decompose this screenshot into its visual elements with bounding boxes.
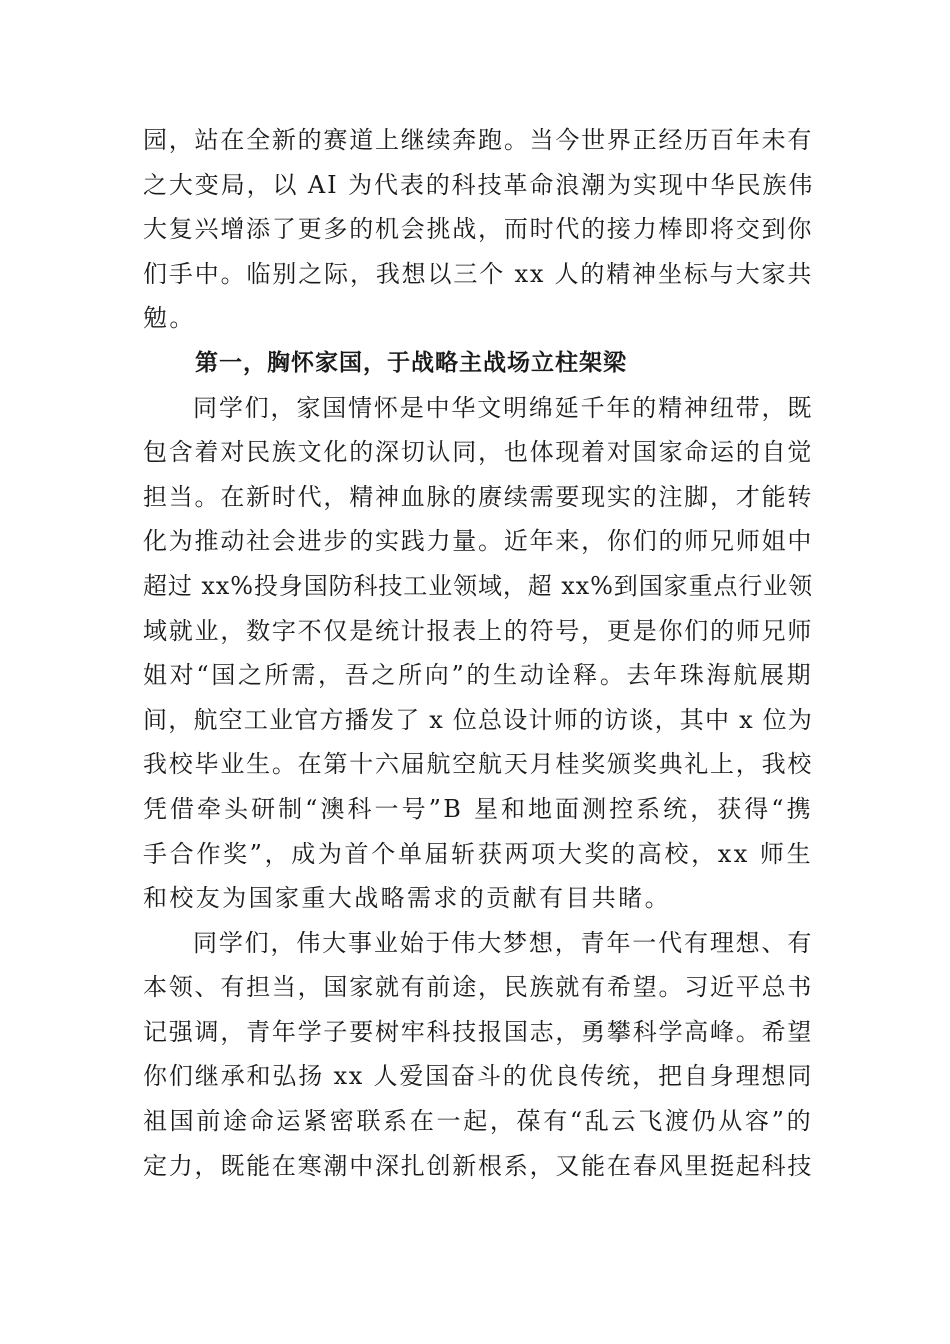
- text-line: 们手中。临别之际，我想以三个 xx 人的精神坐标与大家共: [143, 259, 813, 288]
- text-line: 我校毕业生。在第十六届航空航天月桂奖颁奖典礼上，我校: [143, 750, 813, 779]
- text-line: 超过 xx%投身国防科技工业领域，超 xx%到国家重点行业领: [143, 571, 814, 600]
- text-line: 祖国前途命运紧密联系在一起，葆有“乱云飞渡仍从容”的: [143, 1107, 813, 1136]
- text-line: 化为推动社会进步的实践力量。近年来，你们的师兄师姐中: [143, 527, 813, 556]
- text-line: 同学们，家国情怀是中华文明绵延千年的精神纽带，既: [193, 393, 813, 422]
- text-line: 勉。: [143, 304, 196, 333]
- heading-text: 第一，胸怀家国，于战略主战场立柱架梁: [195, 349, 627, 376]
- text-line: 间，航空工业官方播发了 x 位总设计师的访谈，其中 x 位为: [143, 705, 813, 734]
- paragraph: [143, 118, 813, 341]
- paragraph: [143, 386, 813, 921]
- text-line: 手合作奖”，成为首个单届斩获两项大奖的高校，xx 师生: [143, 839, 813, 868]
- text-line: 园，站在全新的赛道上继续奔跑。当今世界正经历百年未有: [143, 126, 813, 154]
- document-body: [143, 118, 813, 1188]
- text-line: 和校友为国家重大战略需求的贡献有目共睹。: [143, 884, 671, 913]
- text-line: 担当。在新时代，精神血脉的赓续需要现实的注脚，才能转: [143, 482, 813, 511]
- paragraph: [143, 921, 813, 1189]
- text-line: 包含着对民族文化的深切认同，也体现着对国家命运的自觉: [143, 438, 813, 467]
- text-line: 大复兴增添了更多的机会挑战，而时代的接力棒即将交到你: [143, 215, 813, 244]
- text-line: 记强调，青年学子要树牢科技报国志，勇攀科学高峰。希望: [143, 1017, 813, 1046]
- text-line: 本领、有担当，国家就有前途，民族就有希望。习近平总书: [143, 973, 813, 1002]
- text-line: 域就业，数字不仅是统计报表上的符号，更是你们的师兄师: [143, 616, 813, 645]
- text-line: 你们继承和弘扬 xx 人爱国奋斗的优良传统，把自身理想同: [143, 1062, 813, 1091]
- text-line: 凭借牵头研制“澳科一号”B 星和地面测控系统，获得“携: [143, 794, 813, 823]
- text-line: 定力，既能在寒潮中深扎创新根系，又能在春风里挺起科技: [143, 1151, 813, 1180]
- section-heading: [143, 341, 813, 386]
- text-line: 姐对“国之所需，吾之所向”的生动诠释。去年珠海航展期: [143, 661, 813, 690]
- text-line: 之大变局，以 AI 为代表的科技革命浪潮为实现中华民族伟: [143, 170, 815, 199]
- text-line: 同学们，伟大事业始于伟大梦想，青年一代有理想、有: [193, 928, 813, 957]
